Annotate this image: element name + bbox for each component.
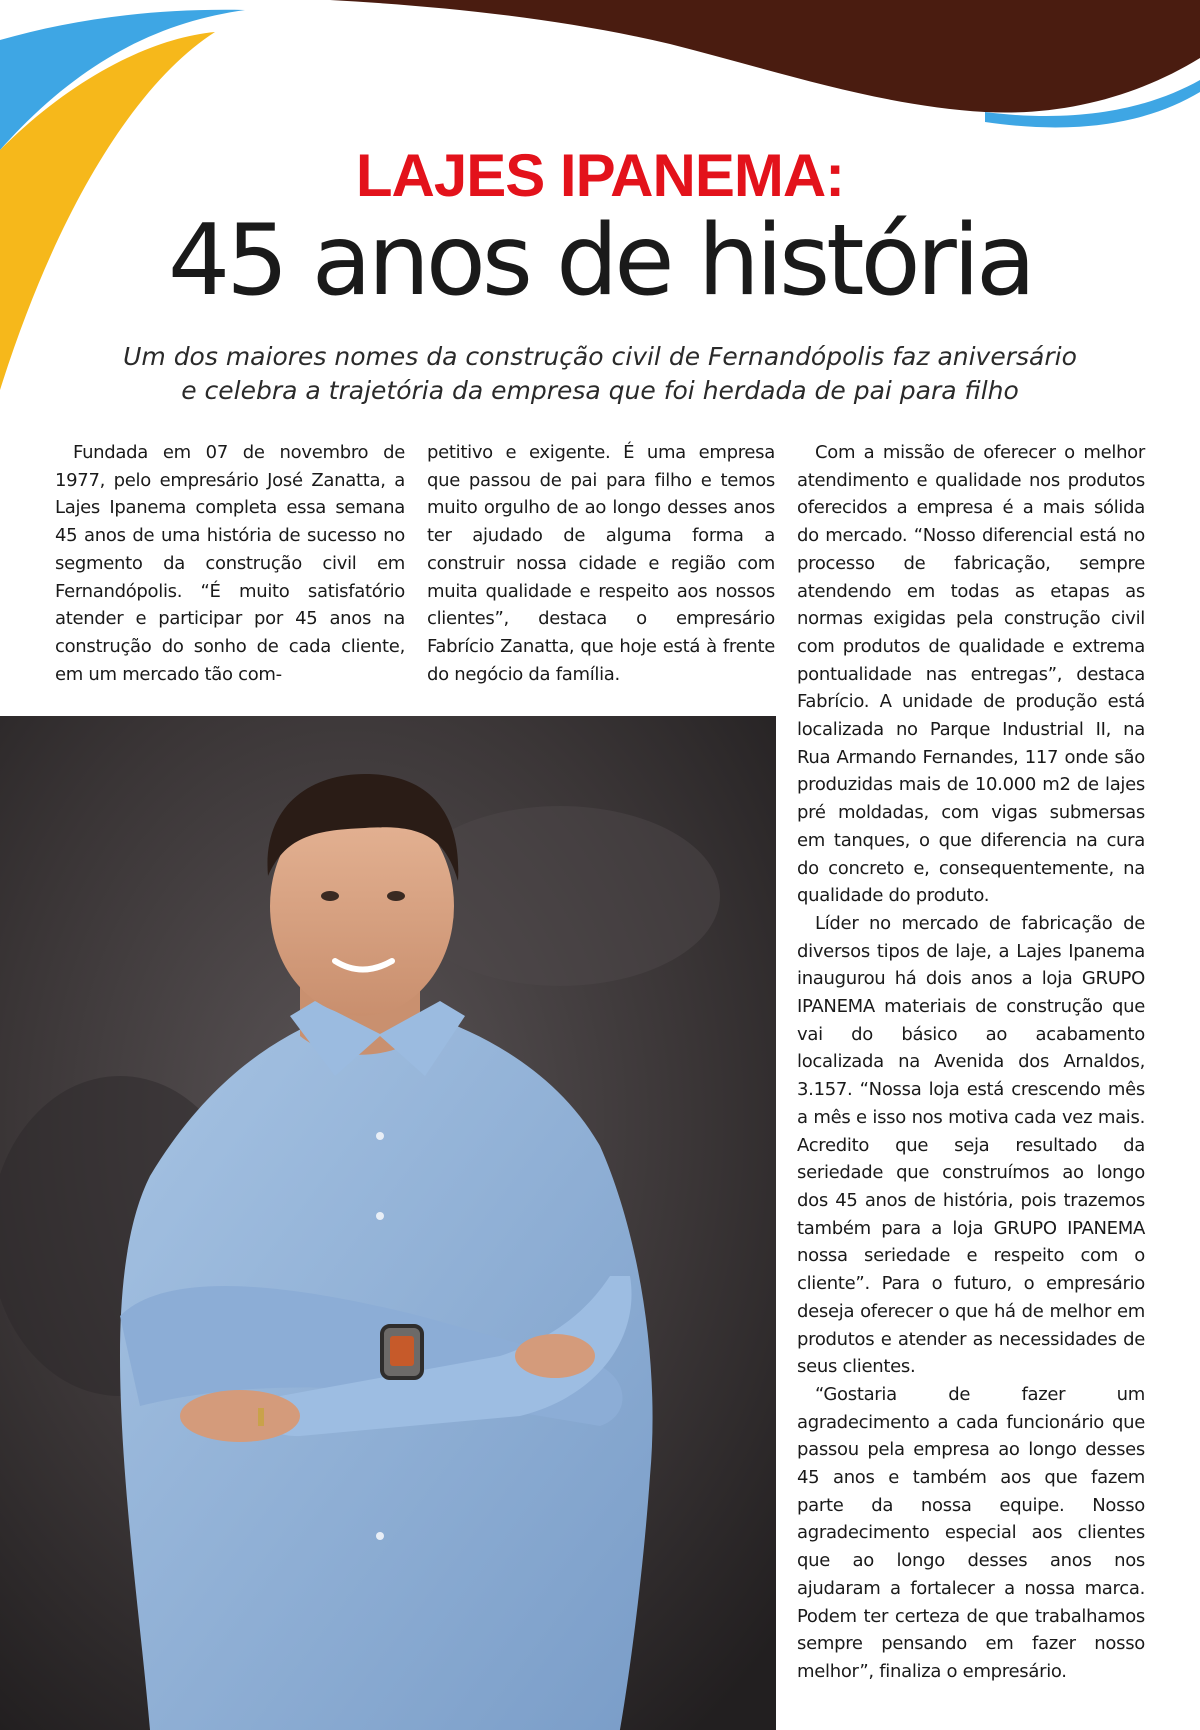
subtitle-line-1: Um dos maiores nomes da construção civil de Fernandópolis faz aniversário <box>123 342 1077 371</box>
body-column-1 <box>55 439 405 688</box>
brown-wave <box>330 0 1200 113</box>
paragraph: Com a missão de oferecer o melhor atendimento e qualidade nos produtos oferecidos a empresa é a mais sólida do mercado. “Nosso diferencial está no processo de fabricação, sempre atendendo em todas as etapas as normas exigidas pela construção civil com produtos de qualidade e extrema pontualidade nas entregas”, destaca Fabrício. A unidade de produção está localizada no Parque Industrial II, na Rua Armando Fernandes, 117 onde são produzidas mais de 10.000 m2 de lajes pré moldadas, com vigas submersas em tanques, o que diferencia na cura do concreto e, consequentemente, na qualidade do produto. <box>797 442 1145 907</box>
paragraph: Fundada em 07 de novembro de 1977, pelo empresário José Zanatta, a Lajes Ipanema completa essa semana 45 anos de uma história de sucesso no segmento da construção civil em Fernandópolis. “É muito satisfatório atender e participar por 45 anos na construção do sonho de cada cliente, em um mercado tão com- <box>55 442 405 685</box>
subtitle-line-2: e celebra a trajetória da empresa que foi herdada de pai para filho <box>181 376 1019 405</box>
paragraph: petitivo e exigente. É uma empresa que passou de pai para filho e temos muito orgulho de ao longo desses anos ter ajudado de alguma forma a construir nossa cidade e região com muita qualidade e respeito aos nossos clientes”, destaca o empresário Fabrício Zanatta, que hoje está à frente do negócio da família. <box>427 442 775 685</box>
paragraph: Líder no mercado de fabricação de diversos tipos de laje, a Lajes Ipanema inaugurou há dois anos a loja GRUPO IPANEMA materiais de construção que vai do básico ao acabamento localizada na Avenida dos Arnaldos, 3.157. “Nossa loja está crescendo mês a mês e isso nos motiva cada vez mais. Acredito que seja resultado da seriedade que construímos ao longo dos 45 anos de história, pois trazemos também para a loja GRUPO IPANEMA nossa seriedade e respeito com o cliente”. Para o futuro, o empresário deseja oferecer o que há de melhor em produtos e atender as necessidades de seus clientes. <box>797 912 1145 1378</box>
portrait-photo <box>0 716 776 1730</box>
article-headline: 45 anos de história <box>167 204 1033 318</box>
article-kicker: LAJES IPANEMA: <box>355 142 845 209</box>
paragraph: “Gostaria de fazer um agradecimento a cada funcionário que passou pela empresa ao longo desses 45 anos e também aos que fazem parte da nossa equipe. Nosso agradecimento especial aos clientes que ao longo desses anos nos ajudaram a fortalecer a nossa marca. Podem ter certeza de que trabalhamos sempre pensando em fazer nosso melhor”, finaliza o empresário. <box>797 1383 1145 1682</box>
body-column-3 <box>797 439 1145 1686</box>
body-column-2 <box>427 439 775 688</box>
article-subtitle <box>70 340 1130 408</box>
